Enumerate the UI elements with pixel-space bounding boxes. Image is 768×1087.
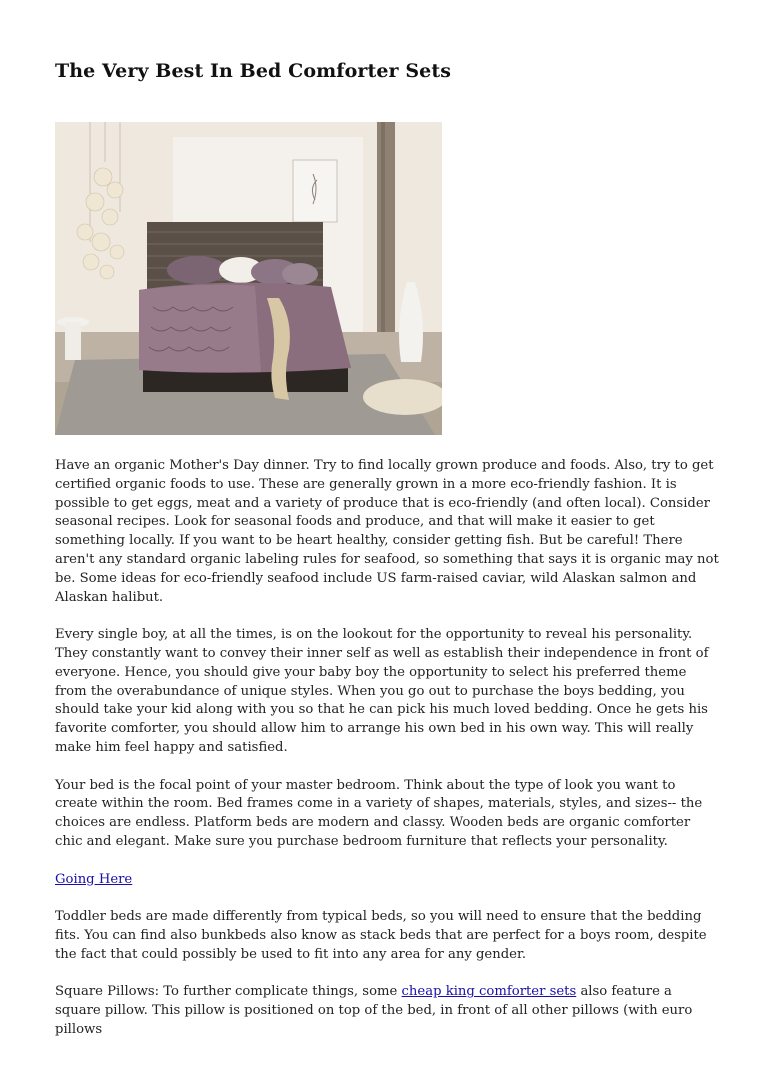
pillows-text-before: Square Pillows: To further complicate things, some <box>55 984 402 1000</box>
going-here-link[interactable]: Going Here <box>55 871 133 887</box>
page-title: The Very Best In Bed Comforter Sets <box>55 60 452 82</box>
paragraph-square-pillows <box>55 983 720 1039</box>
article-body <box>55 457 720 1059</box>
comforter-sets-link[interactable]: cheap king comforter sets <box>401 984 577 1000</box>
bedroom-photo <box>55 122 442 435</box>
paragraph-boys-bedding: Every single boy, at all the times, is on the lookout for the opportunity to reveal his personality. They constantly want to convey their inner self as well as establish their independence in front of everyone. Hence, you should give your baby boy the opportunity to select his preferred theme from the overabundance of unique styles. When you go out to purchase the boys bedding, you should take your kid along with you so that he can pick his much loved bedding. Once he gets his favorite comforter, you should allow him to arrange his own bed in his own way. This will really make him feel happy and satisfied. <box>55 627 709 755</box>
pillows-text-after: also feature a square pillow. This pillow is positioned on top of the bed, in front of all other pillows (with euro pillows <box>55 984 693 1037</box>
link-paragraph <box>55 871 720 890</box>
paragraph-mothers-day: Have an organic Mother's Day dinner. Try to find locally grown produce and foods. Also, try to get certified organic foods to use. These are generally grown in a more eco-friendly fashion. It is possible to get eggs, meat and a variety of produce that is eco-friendly (and often local). Consider seasonal recipes. Look for seasonal foods and produce, and that will make it easier to get something locally. If you want to be heart healthy, consider getting fish. But be careful! There aren't any standard organic labeling rules for seafood, so something that says it is organic may not be. Some ideas for eco-friendly seafood include US farm-raised caviar, wild Alaskan salmon and Alaskan halibut. <box>55 458 719 605</box>
paragraph-master-bedroom: Your bed is the focal point of your master bedroom. Think about the type of look you want to create within the room. Bed frames come in a variety of shapes, materials, styles, and sizes-- the choices are endless. Platform beds are modern and classy. Wooden beds are organic comforter chic and elegant. Make sure you purchase bedroom furniture that reflects your personality. <box>55 777 703 849</box>
bedroom-photo-icon <box>55 122 442 435</box>
paragraph-toddler-beds: Toddler beds are made differently from typical beds, so you will need to ensure that the bedding fits. You can find also bunkbeds also know as stack beds that are perfect for a boys room, despite the fact that could possibly be used to fit into any area for any gender. <box>55 909 707 962</box>
